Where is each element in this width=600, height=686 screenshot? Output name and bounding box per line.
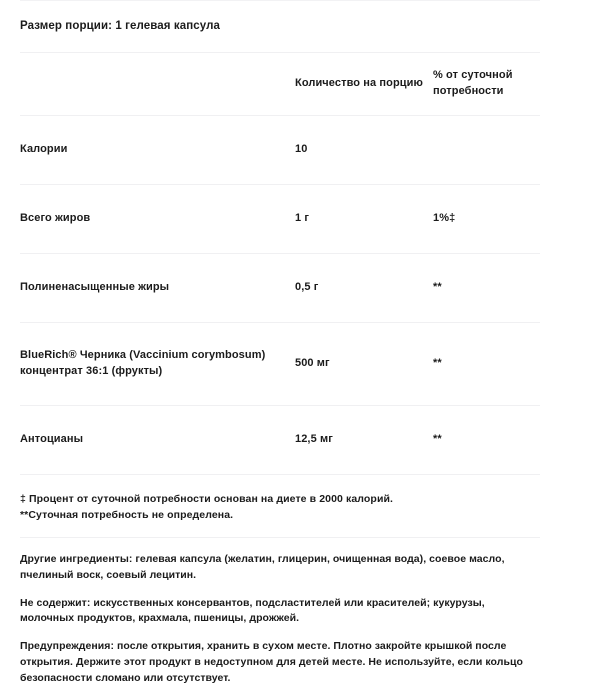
column-header-daily-value-line1: % от суточной (433, 68, 513, 81)
row-daily-value (433, 115, 540, 184)
row-amount: 12,5 мг (295, 432, 333, 445)
table-row (20, 253, 540, 322)
row-amount: 500 мг (295, 356, 330, 369)
row-daily-value: ** (433, 356, 442, 369)
table-row (20, 184, 540, 253)
row-nutrient-name: Полиненасыщенные жиры (20, 280, 170, 293)
serving-size-label: Размер порции: 1 гелевая капсула (20, 20, 221, 32)
table-body (20, 115, 540, 474)
row-nutrient-name: Антоцианы (20, 432, 84, 445)
table-row (20, 322, 540, 405)
supplement-facts-table (20, 53, 540, 474)
free-of-text: Не содержит: искусственных консервантов, подсластителей или красителей; кукурузы, молочных продуктов, крахмала, пшеницы, дрожжей. (20, 596, 485, 625)
column-header-daily-value (433, 53, 540, 116)
row-daily-value: ** (433, 432, 442, 445)
row-nutrient-name: Всего жиров (20, 211, 91, 224)
footnote-daily-value-basis: ‡ Процент от суточной потребности основан на диете в 2000 калорий. (20, 492, 394, 505)
footnotes-section (20, 474, 540, 538)
column-header-nutrient (20, 53, 295, 116)
column-header-amount-per-serving: Количество на порцию (295, 76, 423, 89)
warnings-text: Предупреждения: после открытия, хранить в сухом месте. Плотно закройте крышкой после открытия. Держите этот продукт в недоступном для детей месте. Не используйте, если кольцо безопасности сломано или отсутствует. (20, 640, 523, 684)
other-ingredients-text: Другие ингредиенты: гелевая капсула (желатин, глицерин, очищенная вода), соевое масло, пчелиный воск, соевый лецитин. (20, 553, 505, 581)
column-header-daily-value-line2: потребности (433, 84, 504, 97)
row-nutrient-name: Калории (20, 142, 68, 155)
notes-section (20, 537, 540, 686)
row-amount: 1 г (295, 211, 310, 224)
footnote-daily-value-undefined: **Суточная потребность не определена. (20, 508, 234, 521)
row-daily-value: 1%‡ (433, 211, 456, 224)
table-row (20, 115, 540, 184)
table-header-row (20, 53, 540, 116)
table-row (20, 405, 540, 474)
row-daily-value: ** (433, 280, 442, 293)
row-amount: 0,5 г (295, 280, 319, 293)
table-header (20, 53, 540, 116)
row-nutrient-name: BlueRich® Черника (Vaccinium corymbosum) концентрат 36:1 (фрукты) (20, 348, 266, 377)
row-amount: 10 (295, 142, 308, 155)
